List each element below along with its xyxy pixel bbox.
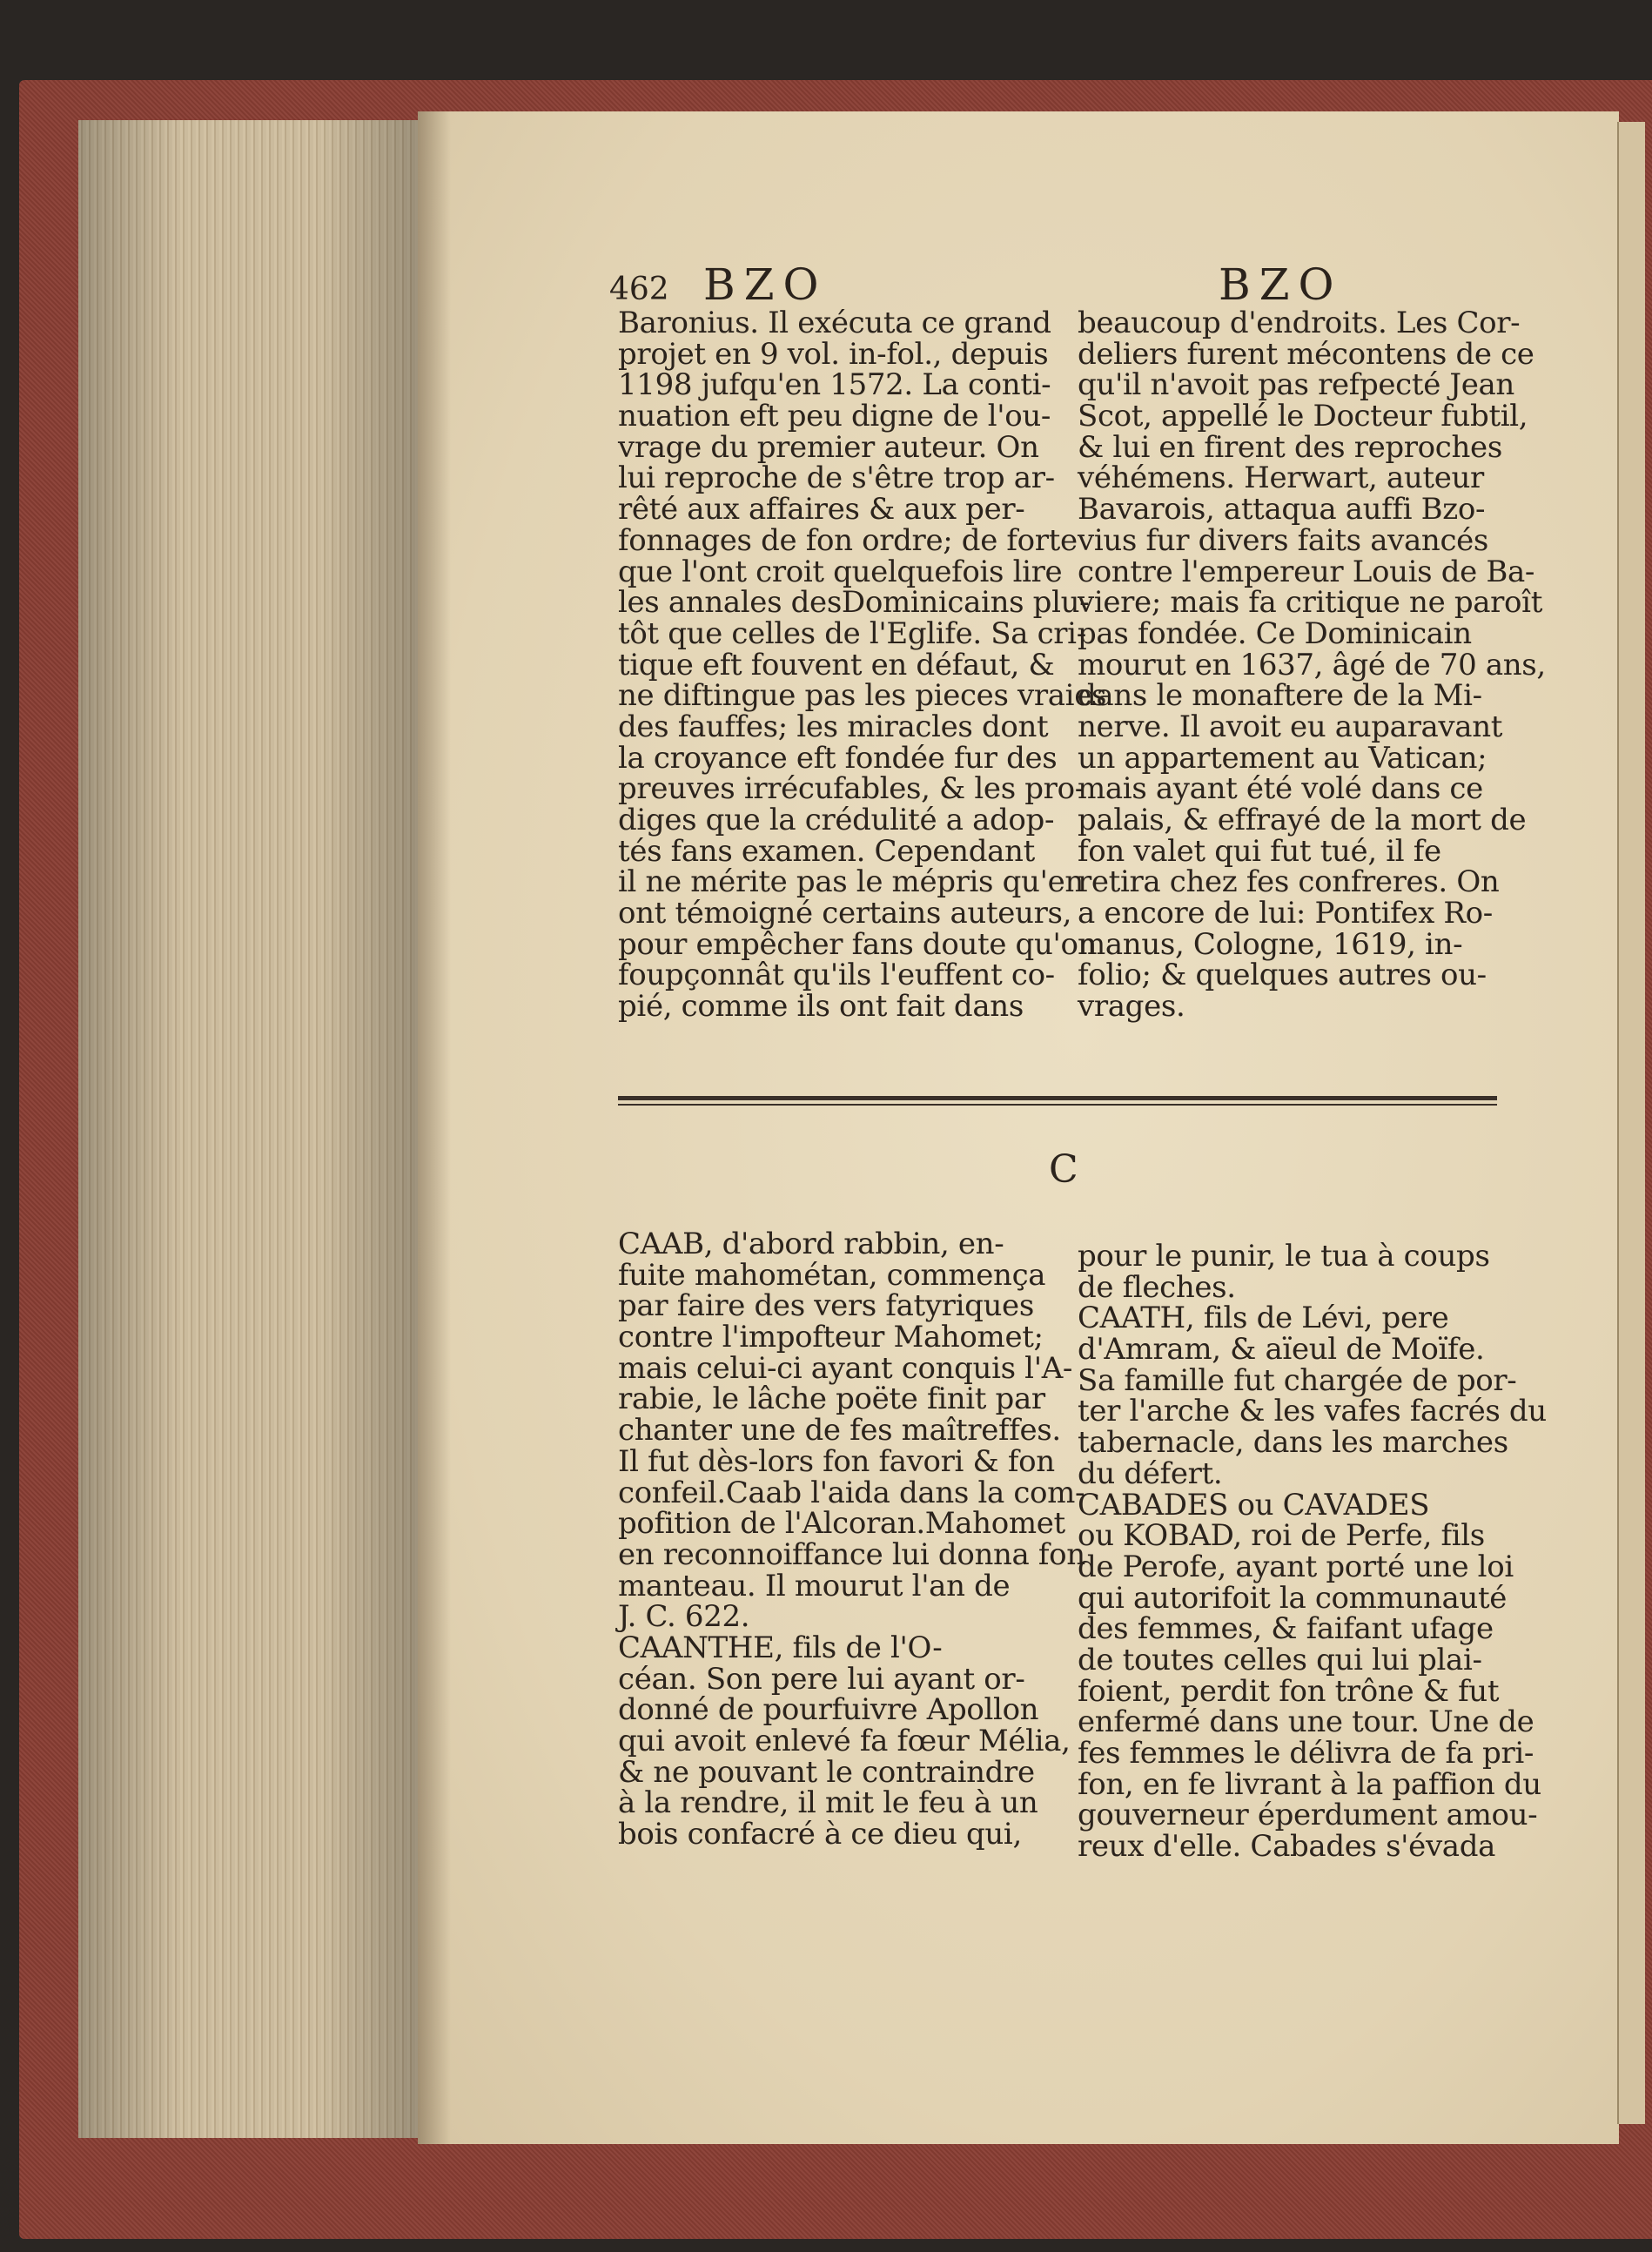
- text-line: nerve. Il avoit eu auparavant: [1078, 709, 1503, 744]
- text-line: tabernacle, dans les marches: [1078, 1425, 1508, 1461]
- text-line: gouverneur éperdument amou-: [1078, 1798, 1538, 1833]
- page-edges-shade: [78, 120, 422, 2138]
- facing-page-edge: [1617, 122, 1645, 2124]
- text-line: fuite mahométan, commença: [618, 1257, 1046, 1293]
- text-line: les annales desDominicains plu-: [618, 585, 1090, 621]
- bottom-right-column: [1078, 1239, 1547, 1865]
- text-line: CAAB, d'abord rabbin, en-: [618, 1227, 1004, 1261]
- text-line: enfermé dans une tour. Une de: [1078, 1704, 1534, 1740]
- text-line: rabie, le lâche poëte finit par: [618, 1381, 1045, 1417]
- text-line: deliers furent mécontens de ce: [1078, 336, 1534, 372]
- text-line: qui autorifoit la communauté: [1078, 1580, 1508, 1616]
- section-rule-thick: [618, 1096, 1497, 1100]
- text-line: beaucoup d'endroits. Les Cor-: [1078, 306, 1521, 340]
- text-line: du défert.: [1078, 1455, 1223, 1491]
- text-line: contre l'empereur Louis de Ba-: [1078, 554, 1535, 589]
- text-line: la croyance eft fondée fur des: [618, 740, 1058, 776]
- right-running-head: BZO: [1219, 259, 1343, 310]
- text-line: Il fut dès-lors fon favori & fon: [618, 1443, 1055, 1479]
- text-line: & ne pouvant le contraindre: [618, 1754, 1035, 1790]
- text-line: un appartement au Vatican;: [1078, 740, 1487, 776]
- text-line: Bavarois, attaqua auffi Bzo-: [1078, 492, 1486, 528]
- section-rule-thin: [618, 1104, 1497, 1106]
- text-line: dans le monaftere de la Mi-: [1078, 678, 1482, 714]
- text-line: palais, & effrayé de la mort de: [1078, 803, 1527, 837]
- text-line: pour le punir, le tua à coups: [1078, 1239, 1490, 1274]
- text-line: projet en 9 vol. in-fol., depuis: [618, 336, 1049, 372]
- text-line: que l'ont croit quelquefois lire: [618, 554, 1063, 589]
- text-line: de Perofe, ayant porté une loi: [1078, 1549, 1514, 1584]
- text-line: ne diftingue pas les pieces vraies: [618, 678, 1107, 714]
- bottom-left-column: [618, 1227, 1085, 1852]
- text-line: pofition de l'Alcoran.Mahomet: [618, 1506, 1065, 1542]
- text-line: Sa famille fut chargée de por-: [1078, 1362, 1517, 1398]
- text-line: il ne mérite pas le mépris qu'en: [618, 864, 1084, 900]
- top-right-column: [1078, 306, 1546, 1025]
- text-line: par faire des vers fatyriques: [618, 1288, 1034, 1324]
- section-letter: C: [1049, 1147, 1078, 1192]
- text-line: viere; mais fa critique ne paroît: [1078, 585, 1543, 621]
- text-line: vrage du premier auteur. On: [618, 429, 1039, 465]
- text-line: bois confacré à ce dieu qui,: [618, 1817, 1022, 1852]
- text-line: en reconnoiffance lui donna fon: [618, 1536, 1085, 1572]
- text-line: foupçonnât qu'ils l'euffent co-: [618, 958, 1055, 993]
- text-line: CAANTHE, fils de l'O-: [618, 1630, 943, 1665]
- text-line: contre l'impofteur Mahomet;: [618, 1320, 1044, 1355]
- text-line: d'Amram, & aïeul de Moïfe.: [1078, 1332, 1485, 1368]
- text-line: céan. Son pere lui ayant or-: [618, 1661, 1025, 1697]
- text-line: fon valet qui fut tué, il fe: [1078, 833, 1441, 869]
- text-line: mais ayant été volé dans ce: [1078, 771, 1483, 807]
- text-line: 1198 jufqu'en 1572. La conti-: [618, 367, 1051, 403]
- text-line: fon, en fe livrant à la paffion du: [1078, 1766, 1541, 1802]
- text-line: mourut en 1637, âgé de 70 ans,: [1078, 647, 1546, 682]
- text-line: de fleches.: [1078, 1269, 1236, 1305]
- text-line: fes femmes le délivra de fa pri-: [1078, 1736, 1534, 1771]
- text-line: qu'il n'avoit pas refpecté Jean: [1078, 367, 1514, 403]
- text-line: des fauffes; les miracles dont: [618, 709, 1049, 744]
- text-line: tôt que celles de l'Eglife. Sa cri-: [618, 615, 1086, 651]
- text-line: & lui en firent des reproches: [1078, 429, 1502, 465]
- text-line: reux d'elle. Cabades s'évada: [1078, 1829, 1496, 1865]
- text-line: lui reproche de s'être trop ar-: [618, 460, 1055, 496]
- text-line: chanter une de fes maîtreffes.: [618, 1413, 1061, 1449]
- left-running-head: BZO: [703, 259, 828, 310]
- text-line: tique eft fouvent en défaut, &: [618, 647, 1055, 682]
- text-line: de toutes celles qui lui plai-: [1078, 1642, 1482, 1677]
- text-line: tés fans examen. Cependant: [618, 833, 1035, 869]
- text-line: véhémens. Herwart, auteur: [1078, 460, 1484, 496]
- text-line: Scot, appellé le Docteur fubtil,: [1078, 399, 1528, 434]
- text-line: CAATH, fils de Lévi, pere: [1078, 1301, 1449, 1336]
- text-line: confeil.Caab l'aida dans la com-: [618, 1475, 1085, 1510]
- text-line: rêté aux affaires & aux per-: [618, 492, 1025, 528]
- text-line: folio; & quelques autres ou-: [1078, 958, 1487, 993]
- text-line: a encore de lui: Pontifex Ro-: [1078, 896, 1493, 931]
- text-line: vius fur divers faits avancés: [1078, 522, 1489, 558]
- text-line: des femmes, & faifant ufage: [1078, 1611, 1494, 1647]
- text-line: fonnages de fon ordre; de forte: [618, 522, 1078, 558]
- text-line: pié, comme ils ont fait dans: [618, 989, 1024, 1025]
- text-line: qui avoit enlevé fa fœur Mélia,: [618, 1724, 1071, 1758]
- text-line: preuves irrécufables, & les pro-: [618, 771, 1085, 807]
- text-line: ont témoigné certains auteurs,: [618, 896, 1072, 931]
- text-line: manteau. Il mourut l'an de: [618, 1568, 1011, 1603]
- page-gutter-shadow: [418, 111, 451, 2144]
- text-line: manus, Cologne, 1619, in-: [1078, 926, 1463, 962]
- page-number: 462: [609, 272, 669, 307]
- text-line: pour empêcher fans doute qu'on: [618, 926, 1098, 962]
- text-line: nuation eft peu digne de l'ou-: [618, 399, 1051, 434]
- text-line: à la rendre, il mit le feu à un: [618, 1785, 1038, 1821]
- text-line: J. C. 622.: [618, 1599, 750, 1635]
- text-line: foient, perdit fon trône & fut: [1078, 1673, 1500, 1709]
- text-line: ou KOBAD, roi de Perfe, fils: [1078, 1518, 1485, 1554]
- text-line: CABADES ou CAVADES: [1078, 1487, 1430, 1523]
- text-line: vrages.: [1078, 989, 1185, 1025]
- text-line: pas fondée. Ce Dominicain: [1078, 615, 1472, 651]
- top-left-column: [618, 306, 1107, 1025]
- text-line: Baronius. Il exécuta ce grand: [618, 306, 1051, 340]
- text-line: retira chez fes confreres. On: [1078, 864, 1500, 900]
- text-line: ter l'arche & les vafes facrés du: [1078, 1394, 1547, 1429]
- text-line: donné de pourfuivre Apollon: [618, 1692, 1039, 1728]
- text-line: diges que la crédulité a adop-: [618, 803, 1055, 837]
- text-line: mais celui-ci ayant conquis l'A-: [618, 1350, 1073, 1386]
